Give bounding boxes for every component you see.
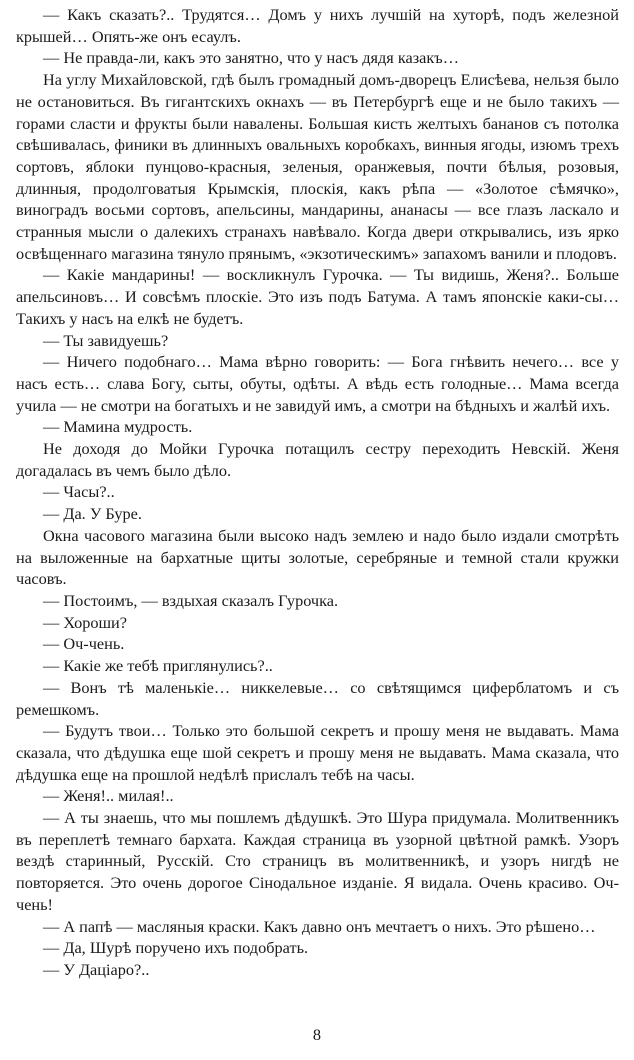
paragraph: — Оч-чень. (43, 634, 125, 654)
paragraph: — Какъ сказать?.. Трудятся… Домъ у нихъ лучшій на хуторѣ, подъ железной крышей… Опять-же онъ есаулъ. (16, 5, 619, 46)
paragraph: — Часы?.. (43, 482, 115, 502)
paragraph: — Будутъ твои… Только это большой секретъ и прошу меня не выдавать. Мама сказала, что дѣдушка еще шой секретъ и прошу меня не выдавать. Мама сказала, что дѣдушка еще на прошлой недѣлѣ прислалъ тебѣ на часы. (16, 721, 619, 784)
paragraph: — Вонъ тѣ маленькіе… никкелевые… со свѣтящимся циферблатомъ и съ ремешкомъ. (16, 677, 619, 719)
paragraph: — Постоимъ, — вздыхая сказалъ Гурочка. (43, 590, 339, 610)
page-number: 8 (312, 1025, 322, 1044)
paragraph: — Какіе же тебѣ приглянулись?.. (43, 656, 273, 676)
paragraph: — Мамина мудрость. (43, 417, 193, 437)
paragraph: — Да, Шурѣ поручено ихъ подобрать. (43, 938, 309, 958)
page-text (16, 4, 619, 981)
paragraph: Окна часового магазина были высоко надъ землею и надо было издали смотрѣть на выложенные на бархатные щиты золотые, серебряные и темной стали кружки часовъ. (16, 525, 619, 589)
paragraph: — Женя!.. милая!.. (43, 786, 174, 806)
paragraph: — Ничего подобнаго… Мама вѣрно говорить: — Бога гнѣвить нечего… все у насъ есть… слава Богу, сыты, обуты, одѣты. А вѣдь есть голодные… Мама всегда учила — не смотри на богатыхъ и не завидуй имъ, а смотри на бѣдныхъ и жалѣй ихъ. (16, 352, 619, 415)
paragraph: — Да. У Буре. (43, 504, 142, 524)
paragraph: — У Даціаро?.. (43, 959, 150, 979)
paragraph: — А папѣ — масляныя краски. Какъ давно онъ мечтаетъ о нихъ. Это рѣшено… (43, 916, 596, 936)
paragraph: — Хороши? (43, 612, 127, 632)
paragraph: — А ты знаешь, что мы пошлемъ дѣдушкѣ. Это Шура придумала. Молитвенникъ въ переплетѣ темнаго бархата. Каждая страница въ узорной цвѣтной рамкѣ. Узоръ вездѣ старинный, Русскій. Сто страницъ въ молитвенникѣ, и узоръ нигдѣ не повторяется. Это очень дорогое Сінодальное изданіе. Я видала. Очень красиво. Оч-чень! (16, 808, 619, 914)
paragraph: На углу Михайловской, гдѣ былъ громадный домъ-дворецъ Елисѣева, нельзя было не остановиться. Въ гигантскихъ окнахъ — въ Петербургѣ еще и не было такихъ — горами сласти и фрукты были навалены. Большая кисть желтыхъ бананов съ потолка свѣшивалась, финики въ длинныхъ овальныхъ коробкахъ, винныя ягоды, изюмъ трехъ сортовъ, яблоки пунцово-красныя, зеленыя, оранжевыя, почти бѣлыя, розовыя, длинныя, продолговатыя Крымскія, плоскія, какъ рѣпа — «Золотое сѣмячко», виноградъ восьми сортовъ, апельсины, мандарины, ананасы — все глазъ ласкало и странныя мысли о далекихъ странахъ навѣвало. Когда двери открывались, изъ ярко освѣщеннаго магазина тянуло прянымъ, «экзотическимъ» запахомъ ванили и плодовъ. (16, 70, 619, 263)
paragraph: — Ты завидуешь? (43, 330, 169, 350)
paragraph: Не доходя до Мойки Гурочка потащилъ сестру переходить Невскій. Женя догадалась въ чемъ было дѣло. (16, 439, 619, 480)
paragraph: — Не правда-ли, какъ это занятно, что у насъ дядя казакъ… (43, 48, 459, 68)
paragraph: — Какіе мандарины! — воскликнулъ Гурочка. — Ты видишь, Женя?.. Больше апельсиновъ… И совсѣмъ плоскіе. Это изъ подъ Батума. А тамъ японскіе каки-сы… Такихъ у насъ на елкѣ не будетъ. (16, 265, 619, 328)
